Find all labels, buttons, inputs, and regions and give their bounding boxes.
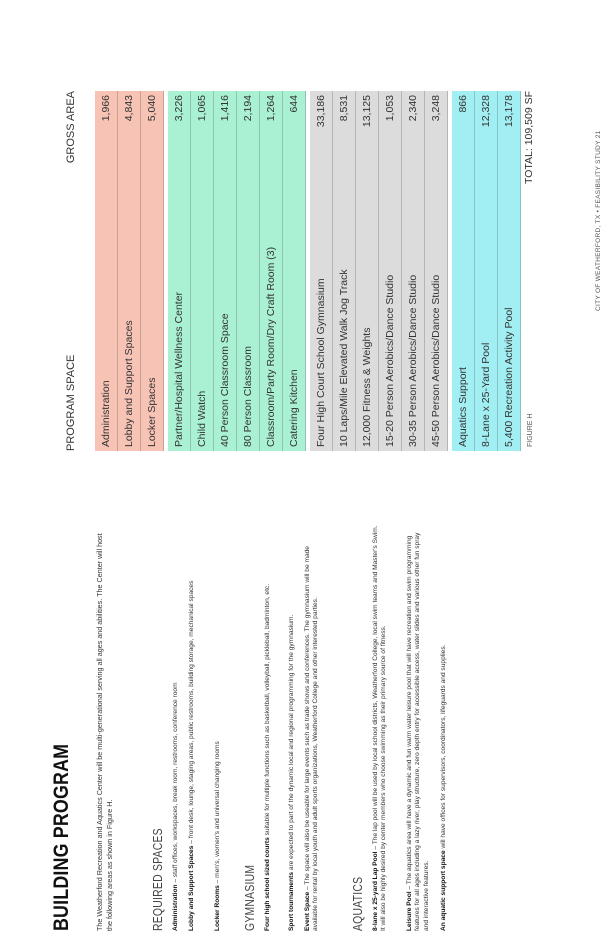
table-row [356,91,379,451]
para-lead: Lobby and Support Spaces [188,845,195,931]
paragraph-courts [264,521,272,931]
para-lead: Event Space [304,891,311,931]
row-gross-area: 3,226 [173,95,185,122]
para-text: – men's, women's and universal changing rooms [214,741,221,886]
para-text: – front desk, lounge, staging areas, public restrooms, building storage, mechanical spaces [188,580,195,846]
page-title: BUILDING PROGRAM [50,743,73,931]
paragraph-lobby [188,521,196,931]
row-gross-area: 1,416 [219,95,231,122]
para-text: – The space will also be useable for large events such as trade shows and conferences. The gymnasium will be made available for rental by local youth and adult sports organizations, Weatherford College and other interested parties. [304,546,320,931]
row-program-space: Classroom/Party Room/Dry Craft Room (3) [265,246,277,447]
row-gross-area: 13,125 [361,95,373,128]
total-area: TOTAL: 109,509 SF [523,91,535,184]
para-text: suitable for multiple functions such as basketball, volleyball, pickleball, badminton, etc. [264,583,271,838]
table-row [141,91,164,451]
row-gross-area: 1,065 [196,95,208,122]
row-gross-area: 1,264 [265,95,277,122]
table-group [452,91,521,451]
table-row [118,91,141,451]
para-lead: Locker Rooms [214,885,221,931]
paragraph-leisure-pool [406,521,431,931]
table-row [402,91,425,451]
section-heading-aquatics: AQUATICS [350,876,365,931]
row-gross-area: 644 [288,95,300,113]
paragraph-event-space [304,521,321,931]
table-row [191,91,214,451]
paragraph-locker [214,521,222,931]
para-lead: Sport tournaments [288,872,295,931]
row-gross-area: 13,178 [503,95,515,128]
table-row [237,91,260,451]
row-gross-area: 12,328 [480,95,492,128]
para-text: – The lap pool will be used by local school districts, Weatherford College, local swim teams and Master's Swim. It will also be highly desired by center members who choose swimming as their primary source of fitness. [372,525,388,931]
row-program-space: 15-20 Person Aerobics/Dance Studio [384,274,396,447]
row-program-space: 5,400 Recreation Activity Pool [503,307,515,447]
table-group [168,91,306,451]
row-program-space: Administration [100,380,112,447]
section-heading-required: REQUIRED SPACES [150,828,165,931]
row-gross-area: 2,340 [407,95,419,122]
row-program-space: Aquatics Support [457,367,469,447]
row-gross-area: 5,040 [146,95,158,122]
paragraph-aquatic-support [440,521,448,931]
row-gross-area: 866 [457,95,469,113]
row-program-space: 10 Laps/Mile Elevated Walk Jog Track [338,269,350,447]
table-group [95,91,164,451]
header-gross-area: GROSS AREA [65,91,77,164]
row-gross-area: 1,966 [100,95,112,122]
row-program-space: 40 Person Classroom Space [219,313,231,447]
table-row [452,91,475,451]
page-footer: CITY OF WEATHERFORD, TX • FEASIBILITY STUDY 21 [595,130,602,311]
text-column [0,491,614,931]
paragraph-tournaments [288,521,296,931]
row-gross-area: 2,194 [242,95,254,122]
paragraph-lap-pool [372,521,389,931]
para-lead: Four high school sized courts [264,837,271,931]
table-row [214,91,237,451]
row-program-space: Partner/Hospital Wellness Center [173,291,185,447]
row-program-space: Lobby and Support Spaces [123,320,135,447]
para-text: are expected to part of the dynamic local and regional programming for the gymnasium. [288,614,295,873]
para-lead: 8-lane x 25-yard Lap Pool [372,851,379,931]
para-lead: Leisure Pool [406,891,413,931]
table-row [333,91,356,451]
table-row [310,91,333,451]
row-program-space: 8-Lane x 25-Yard Pool [480,342,492,447]
section-heading-gymnasium: GYMNASIUM [242,864,257,931]
table-row [425,91,448,451]
para-lead: An aquatic support space [440,850,447,931]
figure-label: FIGURE H [527,413,534,447]
table-row [379,91,402,451]
row-program-space: Catering Kitchen [288,369,300,447]
table-row [260,91,283,451]
table-row [95,91,118,451]
row-program-space: 80 Person Classroom [242,346,254,447]
row-program-space: 45-50 Person Aerobics/Dance Studio [430,274,442,447]
row-program-space: 12,000 Fitness & Weights [361,327,373,447]
para-text: – The aquatics area will have a dynamic and fun warm water leisure pool that will have recreation and swim programming features for all ages including a lazy river, play structure, zero depth entry for accessible access, water slides and various other fun spray and interactive features. [406,532,430,931]
row-gross-area: 33,186 [315,95,327,128]
row-gross-area: 1,053 [384,95,396,122]
table-header [65,91,85,451]
paragraph-administration [172,521,180,931]
table-row [283,91,306,451]
table-row [475,91,498,451]
intro-paragraph: The Weatherford Recreation and Aquatics Center will be multi-generational serving all ages and abilities. The Center will host the following areas as shown in Figure H. [95,533,114,931]
table-row [168,91,191,451]
table-row [498,91,521,451]
row-gross-area: 4,843 [123,95,135,122]
row-gross-area: 8,531 [338,95,350,122]
row-program-space: Locker Spaces [146,377,158,447]
para-text: will have offices for supervisors, coordinators, lifeguards and supplies. [440,644,447,851]
row-program-space: Child Watch [196,390,208,447]
row-program-space: Four High Court School Gymnasium [315,278,327,447]
row-gross-area: 3,248 [430,95,442,122]
table-group [310,91,448,451]
header-program-space: PROGRAM SPACE [65,354,77,451]
row-program-space: 30-35 Person Aerobics/Dance Studio [407,274,419,447]
para-lead: Administration [172,884,179,931]
para-text: – staff offices, workspaces, break room, restrooms, conference room [172,682,179,885]
